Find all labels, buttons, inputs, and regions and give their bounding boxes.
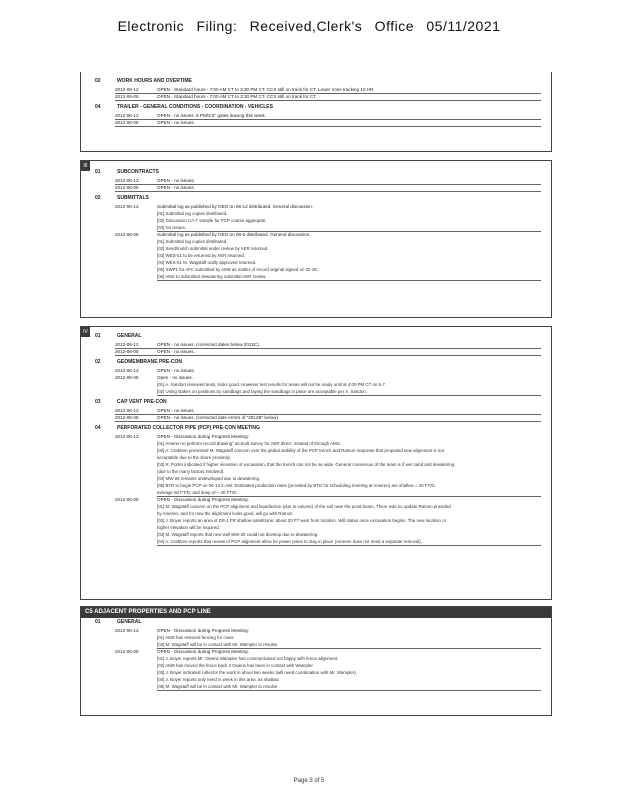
entry-row (115, 119, 541, 127)
entry-subitem: [02] Discussion CA-7 sample for PCP coarse aggregate. (157, 218, 267, 223)
section-title: GEOMEMBRANE PRE-CON (117, 359, 183, 365)
entry-text: OPEN - no issues. (157, 185, 195, 190)
entry-subitem: (due to the many factors involved). (157, 469, 225, 474)
entry-subitem: higher elevation will be required. (157, 525, 220, 530)
entry-subitem: [05] M. Wagstaff will be in contact with Mr. Wampler to resolve. (157, 683, 541, 691)
entry-text: OPEN - Standard hours - 7:00 AM CT to 3:30 PM CT. CCS still on track for CT. (157, 94, 317, 99)
entry-subitem: by Ameren, and for now the alignment looks good, will go with Ramon. (157, 511, 294, 516)
block-adjacent-properties (80, 606, 552, 716)
entry-row (115, 414, 541, 422)
entry-text: OPEN - no issues. (157, 178, 195, 183)
section-roman: III (81, 161, 90, 171)
entry-row (115, 348, 541, 356)
entry-row (115, 648, 541, 655)
section-number: 01 (95, 333, 101, 339)
entry-subitem: [02] J. Boyer reports an area of DS-1 FR shallow sandstone; about 20 FT west from location. Will status once excavation begins. The new location or (157, 518, 447, 523)
entry-subitem: [06] AMS to submitted dewatering submittal AER review. (157, 273, 541, 281)
entry-text: OPEN - no issues. 5 PM/3.5" gates leaving this week. (157, 113, 267, 118)
entry-row (115, 496, 541, 503)
entry-date: 2012-06-12 (115, 628, 139, 633)
entry-text: OPEN - no issues. (157, 368, 195, 373)
entry-subitem: [02] AMS has moved the fence back 3 Owens has been in contact with Wampler. (157, 663, 314, 668)
entry-text: OPEN - Discussion during Progress Meeting: (157, 434, 249, 439)
entry-subitem: [04] MW-25 remains undeveloped due to dewatering. (157, 476, 261, 481)
section-number: 02 (95, 359, 101, 365)
entry-subitem: [04] WES-01 M. Wagstaff orally approved returned. (157, 260, 257, 265)
section-title: SUBCONTRACTS (117, 169, 159, 175)
entry-text: OPEN - no issues. (157, 408, 195, 413)
entry-subitem: [03] R. Porter indicated if higher elevation of excavation, that the trench can not be as wide. General consensus of the team is if wet sand and dewatering (157, 462, 455, 467)
block-general-precon (80, 326, 552, 600)
entry-subitem: [03] J. Boyer indicated collector the work in about two weeks (will need coordination with Mr. Wampler). (157, 670, 357, 675)
entry-row (115, 367, 541, 374)
entry-date: 2012-06-12 (115, 408, 139, 413)
entry-subitem: [01] A. Sandon reviewed tests, looks good. However test results for areas will not be ready until at 4:00 PM CT on 5-7. (157, 382, 387, 387)
entry-subitem: [02] A. Crabtree presented M. Wagstaff concern over the global stability of the PCP trench and Ramon response that proposed new alignment is not (157, 448, 444, 453)
section-roman: IV (81, 327, 90, 337)
entry-date: 2012-06-12 (115, 342, 139, 347)
section-title: SUBMITTALS (117, 195, 149, 201)
entry-subitem: [02] M. Wagstaff will be in contact with Mr. Wampler to resolve. (157, 641, 541, 649)
entry-date: 2012-06-05 (115, 94, 139, 99)
entry-date: 2012-06-05 (115, 349, 139, 354)
filing-header: Electronic Filing: Received,Clerk's Office 05/11/2021 (117, 18, 501, 34)
entry-subitem: [05] SWP1 for AFC submitted by AMS as matter of record original signed on 02-28. (157, 267, 319, 272)
entry-row (115, 374, 541, 381)
entry-row (115, 433, 541, 440)
entry-date: 2012-06-12 (115, 178, 139, 183)
entry-text: OPEN - Discussion during Progress Meeting: (157, 497, 249, 502)
entry-text: Open - no issues. (157, 375, 194, 380)
section-number: 04 (95, 104, 101, 110)
entry-date: 2012-06-05 (115, 649, 139, 654)
entry-date: 2012-06-12 (115, 87, 139, 92)
entry-row (115, 627, 541, 634)
entry-date: 2012-06-12 (115, 434, 139, 439)
entry-row (115, 231, 541, 238)
section-title: CAP VENT PRE-CON (117, 399, 167, 405)
entry-subitem: [01] J. Boyer reports Mr. Owens Wampler has communicated not happy with fence alignment. (157, 656, 339, 661)
entry-date: 2012-06-05 (115, 497, 139, 502)
section-title: GENERAL (117, 619, 142, 625)
entry-subitem: [04] J. Boyer reports only need in week in this area, as shallow. (157, 677, 280, 682)
block-submittals (80, 160, 552, 318)
entry-text: Submittal log as published by GEO on 06-12 distributed. General discussion. (157, 204, 314, 209)
entry-date: 2012-06-12 (115, 368, 139, 373)
page-number: Page 3 of 5 (293, 778, 325, 784)
entry-date: 2012-06-05 (115, 415, 139, 420)
section-number: 02 (95, 195, 101, 201)
entry-date: 2012-06-12 (115, 113, 139, 118)
entry-text: OPEN - no issues. (corrected date errors of "2012B" below) (157, 415, 278, 420)
entry-subitem: average 60 FT/D, and deep of ~ 40 FT/D. (157, 489, 541, 497)
entry-date: 2012-06-05 (115, 185, 139, 190)
entry-row (115, 203, 541, 210)
section-number: 04 (95, 425, 101, 431)
section-number: 01 (95, 169, 101, 175)
entry-subitem: [04] A. Crabtree reports that review of PCP alignment allow for power poles to stay in place (Ameren does not need a separate removal). (157, 538, 541, 546)
section-title: PERFORATED COLLECTOR PIPE (PCP) PRE-CON MEETING (117, 425, 260, 431)
section-title: TRAILER - GENERAL CONDITIONS - COORDINATION - VEHICLES (117, 104, 273, 110)
section-bar: C5 ADJACENT PROPERTIES AND PCP LINE (81, 607, 551, 618)
entry-subitem: acceptable due to the shore proximity. (157, 455, 231, 460)
entry-subitem: [05] BTD to begin PCP on 06-13 in AM. Estimated production rates (provided by BTD for scheduling meeting at Ameren) are shallow = 40 FT/D, (157, 483, 436, 488)
entry-text: OPEN - Discussion during Progress Meeting: (157, 649, 249, 654)
section-title: WORK HOURS AND OVERTIME (117, 78, 192, 84)
entry-date: 2012-06-05 (115, 375, 139, 380)
section-number: 02 (95, 78, 101, 84)
section-number: 03 (95, 399, 101, 405)
entry-subitem: [02] Using stakes on positions by sandbags and laying the sandbags in place are acceptable per A. Sandon. (157, 388, 541, 396)
entry-row (115, 184, 541, 192)
entry-row (115, 93, 541, 101)
entry-date: 2012-06-05 (115, 232, 139, 237)
entry-date: 2012-06-05 (115, 120, 139, 125)
entry-text: OPEN - Discussion during Progress Meeting: (157, 628, 249, 633)
block-work-hours (80, 72, 552, 152)
entry-text: OPEN - no issues. (corrected dates below 2012C). (157, 342, 261, 347)
entry-subitem: [01] M. Wagstaff concern on the PCP alignment and liquefaction (due to volume) of the soil near the pond beam. There was no update Ramon provided (157, 504, 451, 509)
entry-subitem: [01] AMS has restored fencing for cows. (157, 635, 235, 640)
entry-subitem: [02] Send/mulch submittal under review by AER returned. (157, 246, 269, 251)
section-title: GENERAL (117, 333, 142, 339)
entry-subitem: [01] Ameren to perform record drawing" as-built survey for AER direct, instead of through AMS. (157, 441, 341, 446)
entry-subitem: [01] Submittal log copies distributed. (157, 239, 228, 244)
entry-text: OPEN - Standard hours - 7:00 AM CT to 3:30 PM CT. CCS still on track for CT. Lower zone tracking 10 HR. (157, 87, 375, 92)
entry-subitem: [03] No issues. (157, 224, 541, 232)
entry-text: OPEN - no issues. (157, 349, 195, 354)
entry-subitem: [03] WES-01 to be returned by AER returned. (157, 253, 246, 258)
entry-subitem: [03] M. Wagstaff reports that new well MW-25 could not develop due to dewatering. (157, 532, 319, 537)
entry-date: 2012-06-12 (115, 204, 139, 209)
entry-text: OPEN - no issues. (157, 120, 195, 125)
section-number: 01 (95, 619, 101, 625)
entry-subitem: [01] Submittal log copies distributed. (157, 211, 228, 216)
entry-text: Submittal log as published by GEO on 06-5 distributed. General discussion. (157, 232, 311, 237)
